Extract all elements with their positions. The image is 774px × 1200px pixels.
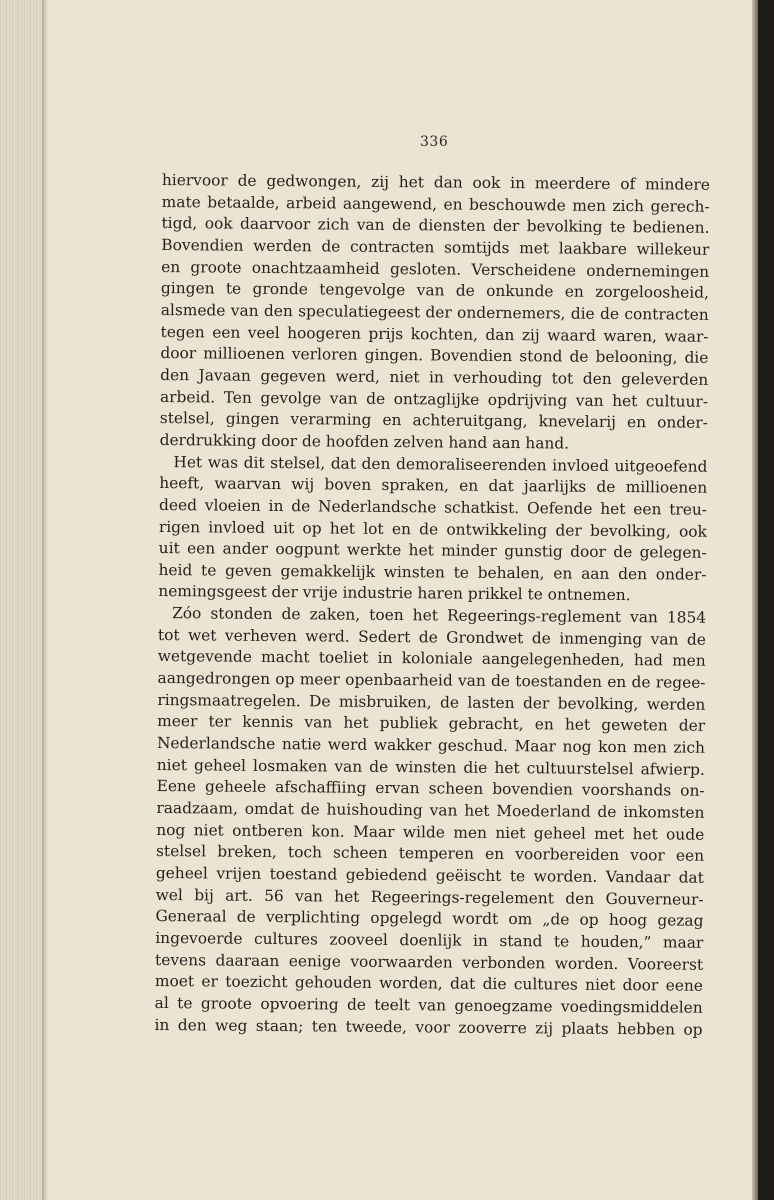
text-line: nemingsgeest der vrije industrie haren prikkel te ontnemen. — [158, 582, 631, 605]
text-line: tot wet verheven werd. Sedert de Grondwet de inmenging van de — [157, 625, 707, 649]
text-line: derdrukking door de hoofden zelven hand aan hand. — [159, 430, 570, 453]
text-line: gingen te gronde tengevolge van de onkunde en zorgeloosheid, — [160, 279, 710, 303]
text-line: Nederlandsche natie werd wakker geschud. Maar nog kon men zich — [156, 734, 706, 757]
text-line: heeft, waarvan wij boven spraken, en dat jaarlijks de millioenen — [159, 474, 708, 497]
text-line: Eene geheele afschaffiing ervan scheen bovendien voorshands on- — [156, 777, 705, 801]
text-line: tevens daaraan eenige voorwaarden verbonden worden. Vooreerst — [155, 950, 704, 974]
page-stack-edges — [0, 0, 42, 1200]
text-line: al te groote opvoering de teelt van genoegzame voedingsmiddelen — [154, 993, 703, 1017]
text-line: rigen invloed uit op het lot en de ontwikkeling der bevolking, ook — [158, 517, 707, 541]
text-line: nog niet ontberen kon. Maar wilde men niet geheel met het oude — [156, 820, 705, 844]
paragraph-first-line: Zóo stonden de zaken, toen het Regeerings-reglement van 1854 — [172, 604, 707, 627]
text-line: geheel vrijen toestand gebiedend geëischt te worden. Vandaar dat — [155, 863, 704, 887]
text-line: Bovendien werden de contracten somtijds met laakbare willekeur — [161, 235, 710, 259]
text-line: hiervoor de gedwongen, zij het dan ook in meerdere of mindere — [161, 170, 710, 194]
text-line: deed vloeien in de Nederlandsche schatkist. Oefende het een treu- — [158, 495, 708, 519]
text-line: door millioenen verloren gingen. Bovendien stond de belooning, die — [160, 344, 709, 368]
text-line: aangedrongen op meer openbaarheid van de toestanden en de regee- — [157, 669, 706, 692]
text-line: arbeid. Ten gevolge van de ontzaglijke opdrijving van het cultuur- — [159, 387, 709, 411]
text-line: tigd, ook daarvoor zich van de diensten der bevolking te bedienen. — [161, 214, 710, 238]
text-line: Generaal de verplichting opgelegd wordt om „de op hoog gezag — [155, 907, 704, 931]
text-line: ingevoerde cultures zooveel doenlijk in stand te houden,” maar — [155, 928, 704, 952]
text-line: raadzaam, omdat de huishouding van het Moederland de inkomsten — [156, 799, 705, 822]
text-line: en groote onachtzaamheid gesloten. Verscheidene ondernemingen — [161, 257, 710, 281]
text-line: wetgevende macht toeliet in koloniale aangelegenheden, had men — [157, 647, 706, 671]
text-line: in den weg staan; ten tweede, voor zooverre zij plaats hebben op — [154, 1015, 703, 1039]
paragraph-first-line: Het was dit stelsel, dat den demoraliseerenden invloed uitgeoefend — [173, 452, 708, 476]
text-line: uit een ander oogpunt werkte het minder gunstig door de gelegen- — [158, 539, 707, 562]
text-line: moet er toezicht gehouden worden, dat die cultures niet door eene — [154, 972, 703, 996]
text-line: wel bij art. 56 van het Regeerings-regelement den Gouverneur- — [155, 885, 704, 909]
text-line: heid te geven gemakkelijk winsten te behalen, en aan den onder- — [158, 560, 707, 584]
text-line: mate betaalde, arbeid aangewend, en beschouwde men zich gerech- — [161, 192, 710, 216]
body-text — [154, 170, 710, 1041]
page-number: 336 — [420, 134, 449, 150]
text-line: meer ter kennis van het publiek gebracht, en het geweten der — [157, 712, 706, 736]
text-line: alsmede van den speculatiegeest der ondernemers, die de contracten — [160, 300, 709, 324]
text-line: stelsel breken, toch scheen temperen en voorbereiden voor een — [155, 842, 705, 866]
text-line: tegen een veel hoogeren prijs kochten, dan zij waard waren, waar- — [160, 322, 709, 346]
text-line: ringsmaatregelen. De misbruiken, de lasten der bevolking, werden — [157, 690, 706, 714]
gutter-shadow — [42, 0, 48, 1200]
text-line: stelsel, gingen verarming en achteruitgang, knevelarij en onder- — [159, 409, 708, 432]
text-line: den Javaan gegeven werd, niet in verhouding tot den geleverden — [160, 365, 709, 389]
scan-border — [752, 0, 774, 1200]
text-line: niet geheel losmaken van de winsten die het cultuurstelsel afwierp. — [156, 755, 705, 779]
